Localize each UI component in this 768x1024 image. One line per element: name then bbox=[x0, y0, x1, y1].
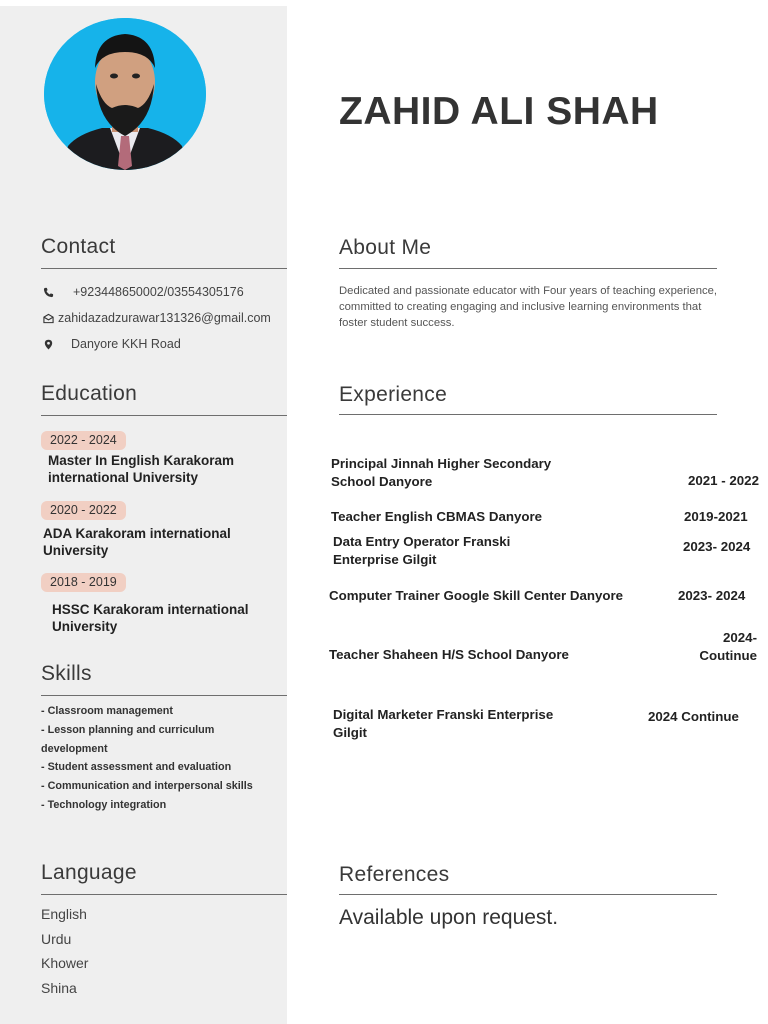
experience-item-6: Digital Marketer Franski Enterprise Gilgit bbox=[333, 707, 554, 740]
language-item: Khower bbox=[41, 955, 89, 971]
education-item-2: ADA Karakoram international University bbox=[43, 526, 231, 558]
experience-item-1: Principal Jinnah Higher Secondary School Danyore bbox=[331, 456, 552, 489]
language-divider bbox=[41, 894, 287, 895]
skill-item: development bbox=[41, 743, 108, 755]
references-heading: References bbox=[339, 863, 450, 886]
skills-heading: Skills bbox=[41, 662, 92, 685]
phone-number: +923448650002/03554305176 bbox=[73, 285, 244, 299]
skill-item: - Lesson planning and curriculum bbox=[41, 724, 215, 736]
skill-item: - Student assessment and evaluation bbox=[41, 761, 232, 773]
contact-address bbox=[41, 337, 181, 351]
skill-item: - Communication and interpersonal skills bbox=[41, 780, 253, 792]
contact-divider bbox=[41, 268, 287, 269]
experience-item-5: Teacher Shaheen H/S School Danyore bbox=[329, 647, 569, 662]
skills-divider bbox=[41, 695, 287, 696]
experience-date-4: 2023- 2024 bbox=[678, 588, 746, 603]
envelope-icon bbox=[41, 311, 55, 325]
experience-date-5: 2024- Coutinue bbox=[699, 630, 757, 663]
contact-heading: Contact bbox=[41, 235, 116, 258]
experience-heading: Experience bbox=[339, 383, 448, 406]
about-divider bbox=[339, 268, 717, 269]
contact-email bbox=[41, 311, 271, 325]
experience-item-3: Data Entry Operator Franski Enterprise Gilgit bbox=[333, 534, 511, 567]
experience-item-4: Computer Trainer Google Skill Center Danyore bbox=[329, 588, 624, 603]
about-text: Dedicated and passionate educator with Four years of teaching experience, committed to creating engaging and inclusive learning environments that foster student success. bbox=[339, 285, 718, 329]
location-pin-icon bbox=[41, 337, 55, 351]
address-text: Danyore KKH Road bbox=[71, 337, 181, 351]
email-address[interactable]: zahidazadzurawar131326@gmail.com bbox=[58, 311, 271, 325]
education-years-1: 2022 - 2024 bbox=[41, 431, 126, 450]
language-item: Shina bbox=[41, 980, 77, 996]
language-item: English bbox=[41, 906, 87, 922]
education-years-3: 2018 - 2019 bbox=[41, 573, 126, 592]
experience-date-6: 2024 Continue bbox=[648, 709, 739, 724]
language-heading: Language bbox=[41, 861, 137, 884]
education-divider bbox=[41, 415, 287, 416]
education-item-3: HSSC Karakoram international University bbox=[52, 602, 249, 634]
experience-date-1: 2021 - 2022 bbox=[688, 473, 759, 488]
education-item-1: Master In English Karakoram international University bbox=[48, 453, 235, 485]
contact-phone bbox=[41, 285, 244, 299]
about-heading: About Me bbox=[339, 236, 432, 259]
profile-photo bbox=[44, 18, 206, 170]
references-text: Available upon request. bbox=[339, 906, 559, 929]
experience-divider bbox=[339, 414, 717, 415]
experience-date-3: 2023- 2024 bbox=[683, 539, 751, 554]
skill-item: - Technology integration bbox=[41, 799, 167, 811]
experience-item-2: Teacher English CBMAS Danyore bbox=[331, 509, 543, 524]
education-years-2: 2020 - 2022 bbox=[41, 501, 126, 520]
skill-item: - Classroom management bbox=[41, 705, 173, 717]
experience-date-2: 2019-2021 bbox=[684, 509, 748, 524]
candidate-name: ZAHID ALI SHAH bbox=[339, 90, 659, 133]
references-divider bbox=[339, 894, 717, 895]
phone-icon bbox=[41, 285, 55, 299]
education-heading: Education bbox=[41, 382, 138, 405]
language-item: Urdu bbox=[41, 931, 72, 947]
